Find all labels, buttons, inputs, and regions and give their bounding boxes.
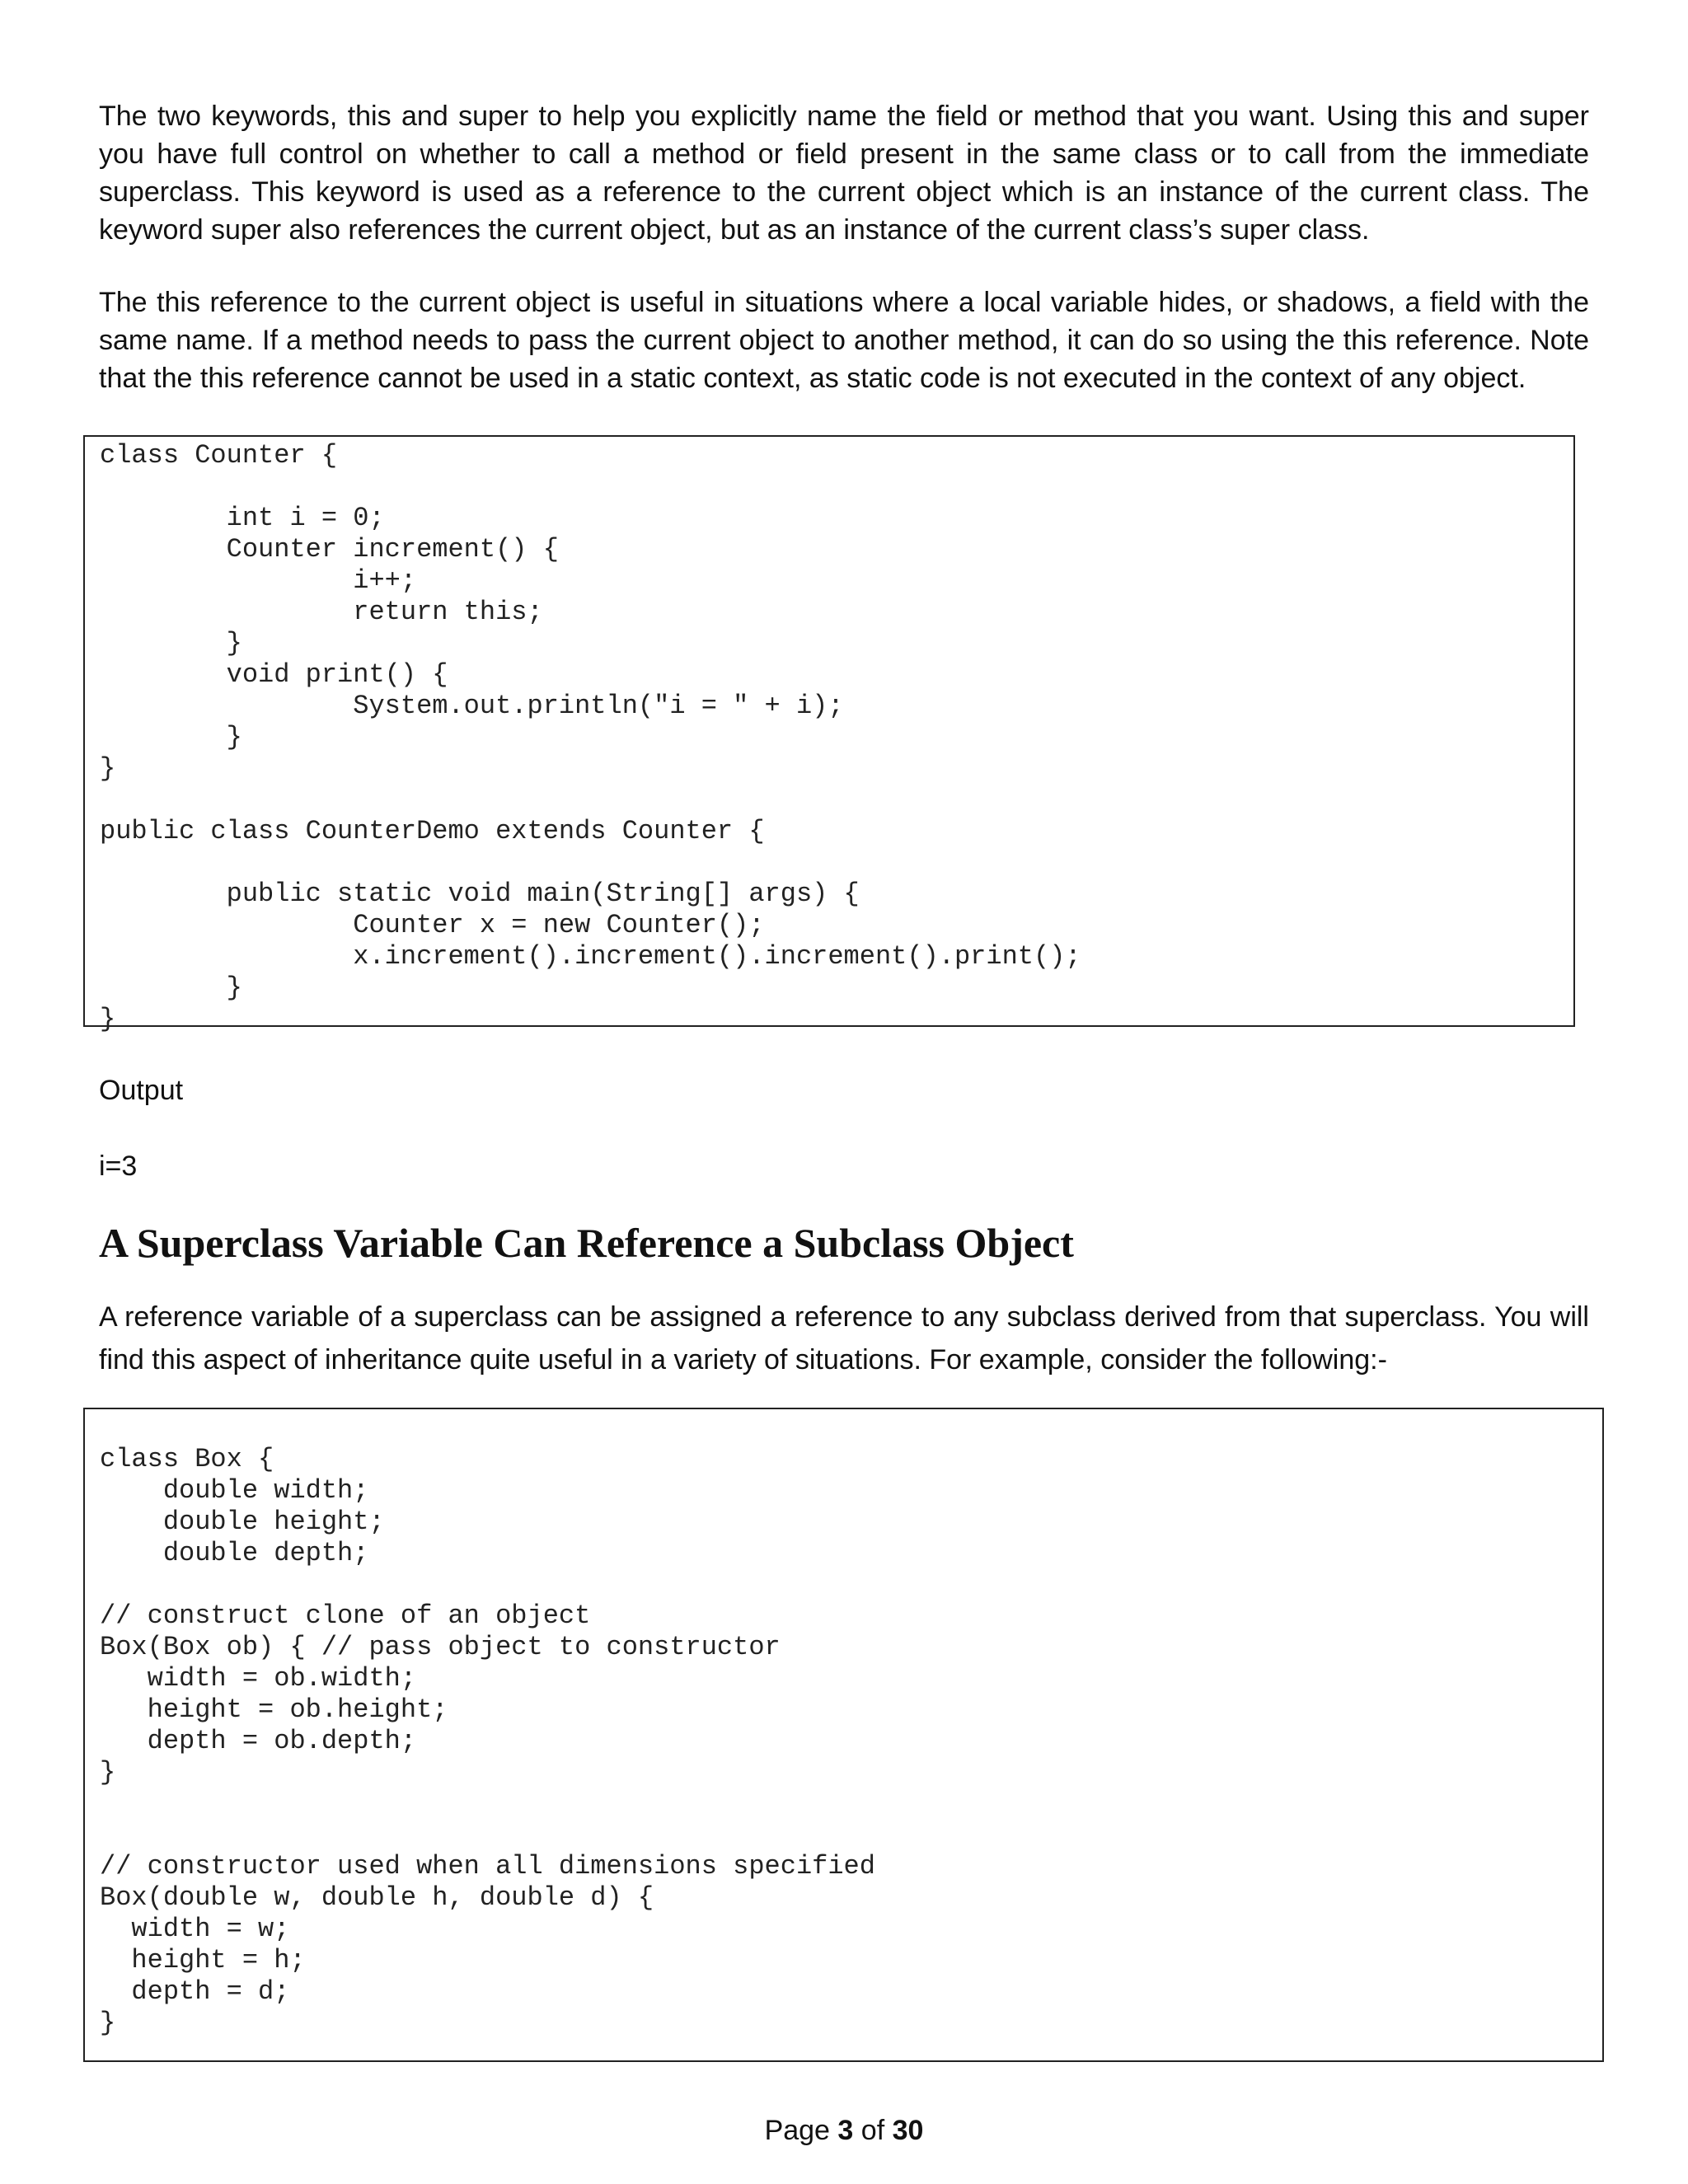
code-block-box <box>83 1408 1604 2062</box>
page-number-total: 30 <box>892 2115 924 2146</box>
output-label: Output <box>99 1075 184 1106</box>
paragraph-this-super-keywords: The two keywords, this and super to help you explicitly name the field or method that you want. Using this and super you have full control on whether to call a method or field present in the same class or to call from the immediate superclass. This keyword is used as a reference to the current object which is an instance of the current class. The keyword super also references the current object, but as an instance of the current class’s super class. <box>99 101 1589 246</box>
code-box-text: class Box { double width; double height; double depth; // construct clone of an object Box(Box ob) { // pass object to constructor width = ob.width; height = ob.height; depth = ob.depth; } // constructor used when all dimensions specified Box(double w, double h, double d) { width = w; height = h; depth = d; } <box>100 1444 875 2038</box>
page-number-current: 3 <box>837 2115 854 2146</box>
page-number-separator: of <box>853 2115 893 2146</box>
paragraph-superclass-reference: A reference variable of a superclass can be assigned a reference to any subclass derived from that superclass. You will find this aspect of inheritance quite useful in a variety of situations. For example, consider the following:- <box>99 1301 1589 1376</box>
page-number-prefix: Page <box>764 2115 838 2146</box>
paragraph-this-reference: The this reference to the current object is useful in situations where a local variable hides, or shadows, a field with the same name. If a method needs to pass the current object to another method, it can do so using the this reference. Note that the this reference cannot be used in a static context, as static code is not executed in the context of any object. <box>99 287 1589 394</box>
output-value: i=3 <box>99 1151 138 1182</box>
section-heading: A Superclass Variable Can Reference a Subclass Object <box>99 1220 1074 1266</box>
code-counter-text: class Counter { int i = 0; Counter increment() { i++; return this; } void print() { System.out.println("i = " + i); } } public class CounterDemo extends Counter { public static void main(String[] args) { Counter x = new Counter(); x.increment().increment().increment().print(); } } <box>100 440 1081 1034</box>
page-footer <box>0 2113 1688 2148</box>
code-block-counter <box>83 435 1575 1034</box>
